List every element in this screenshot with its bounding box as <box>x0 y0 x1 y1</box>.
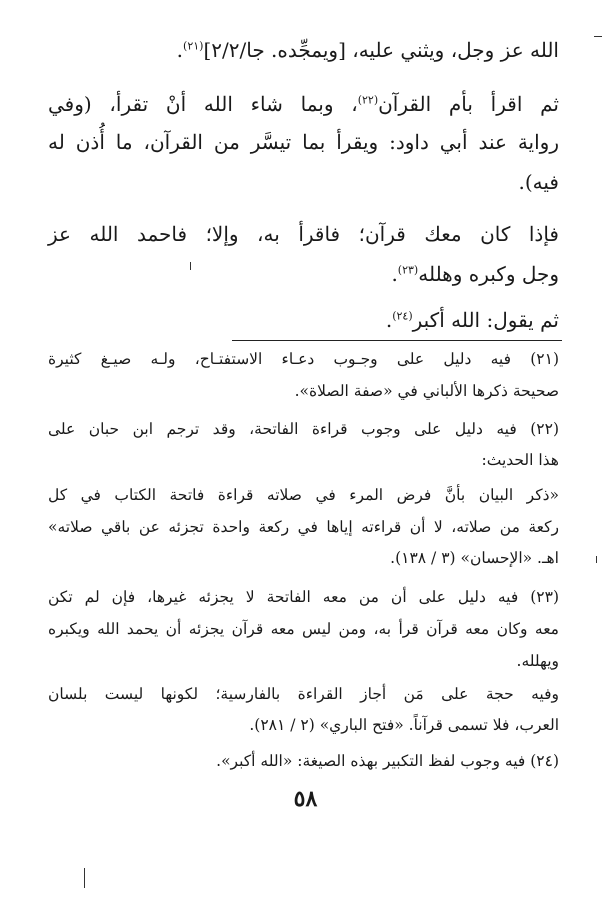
main-text: ثم اقرأ بأم القرآن <box>378 92 559 116</box>
main-text: . <box>176 38 184 62</box>
footnote-separator <box>232 340 562 341</box>
footnote-21-line-1: (٢١) فيه دليل على وجـوب دعـاء الاستفتـاح، ولـه صيـغ كثيرة <box>48 350 559 368</box>
footnote-21-line-2: صحيحة ذكرها الألباني في «صفة الصلاة». <box>294 382 559 400</box>
footnote-23-line-3: ويهلله. <box>516 652 559 670</box>
footnote-22-line-2: هذا الحديث: <box>481 451 559 469</box>
footnote-23-line-2: معه وكان معه قرآن قرأ به، ومن ليس معه قرآن يجزئه أن يحمد الله ويكبره <box>48 620 559 638</box>
footnote-23-line-4: وفيه حجة على مَن أجاز القراءة بالفارسية؛ لكونها ليست بلسان <box>48 685 559 703</box>
footnote-ref-22[interactable]: (٢٢) <box>357 93 379 107</box>
main-line-5: فإذا كان معك قرآن؛ فاقرأ به، وإلا؛ فاحمد الله عز <box>48 222 559 246</box>
scan-mark <box>594 36 602 37</box>
main-text: الله عز وجل، ويثني عليه، [ويمجِّده. جا/٢/٢] <box>203 38 559 62</box>
main-text: ثم يقول: الله أكبر <box>412 308 559 332</box>
main-line-4: فيه). <box>518 170 559 194</box>
page-number: ٥٨ <box>293 786 318 812</box>
main-line-2 <box>48 92 559 116</box>
footnote-22-line-5: اهـ. «الإحسان» (٣ / ١٣٨). <box>390 549 559 567</box>
main-line-1 <box>177 38 559 62</box>
footnote-24-line-1: (٢٤) فيه وجوب لفظ التكبير بهذه الصيغة: «الله أكبر». <box>216 752 559 770</box>
main-text: . <box>391 262 398 286</box>
footnote-23-line-5: العرب، فلا تسمى قرآناً. «فتح الباري» (٢ / ٢٨١). <box>249 716 559 734</box>
main-line-3: رواية عند أبي داود: ويقرأ بما تيسَّر من القرآن، ما أُذن له <box>48 130 559 154</box>
footnote-22-line-3: «ذكر البيان بأنَّ فرض المرء في صلاته قراءة فاتحة الكتاب في كل <box>48 486 559 504</box>
footnote-ref-21[interactable]: (٢١) <box>183 39 204 53</box>
footnote-ref-24[interactable]: (٢٤) <box>392 309 413 323</box>
main-line-7 <box>386 308 559 332</box>
footnote-22-line-4: ركعة من صلاته، لا أن قراءته إياها في ركعة واحدة تجزئه عن باقي صلاته» <box>48 518 559 536</box>
footnote-23-line-1: (٢٣) فيه دليل على أن من معه الفاتحة لا يجزئه غيرها، فإن لم تكن <box>48 588 559 606</box>
scan-mark <box>84 868 85 888</box>
main-line-6 <box>391 262 559 286</box>
footnote-22-line-1: (٢٢) فيه دليل على وجوب قراءة الفاتحة، وقد ترجم ابن حبان على <box>48 420 559 438</box>
main-text: . <box>385 308 393 332</box>
footnote-ref-23[interactable]: (٢٣) <box>397 263 419 277</box>
main-text: وجل وكبره وهلله <box>418 262 559 286</box>
scan-mark <box>596 556 597 563</box>
scan-mark <box>190 262 191 270</box>
main-text: ، وبما شاء الله أنْ تقرأ، (وفي <box>48 92 358 116</box>
